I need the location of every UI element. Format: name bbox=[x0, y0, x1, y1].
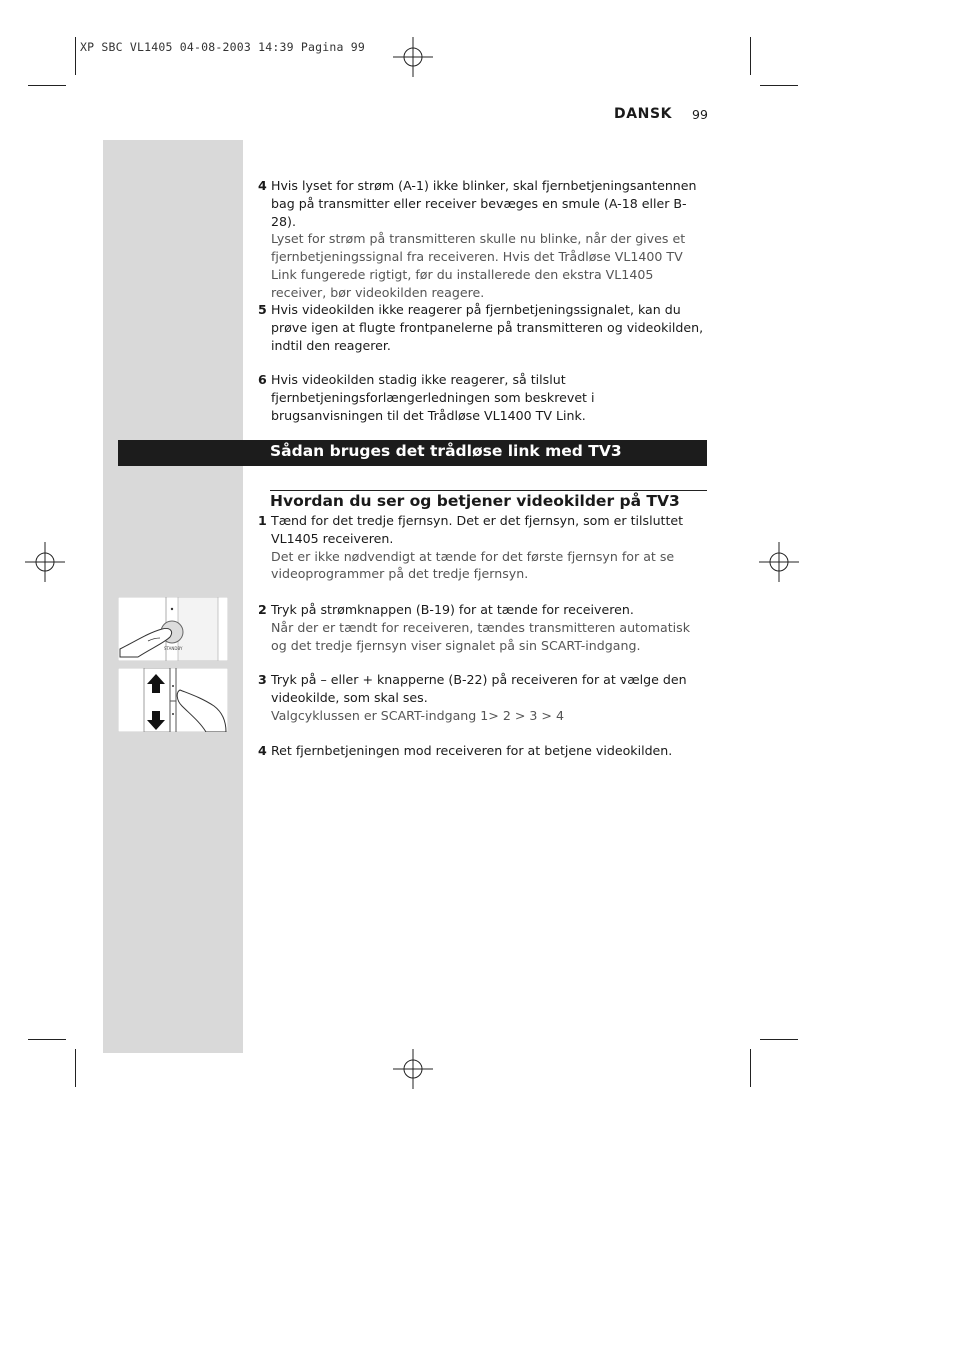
registration-mark-icon bbox=[393, 37, 433, 77]
step-text: Ret fjernbetjeningen mod receiveren for at betjene videokilden. bbox=[271, 743, 673, 758]
crop-mark bbox=[75, 1049, 76, 1087]
page-number: 99 bbox=[692, 107, 708, 122]
step-item bbox=[258, 371, 708, 424]
step-text: Hvis videokilden stadig ikke reagerer, så tilslut fjernbetjeningsforlængerledningen som beskrevet i brugsanvisningen til det Trådløse VL1400 TV Link. bbox=[271, 372, 595, 423]
step-number: 4 bbox=[258, 178, 267, 193]
step-item bbox=[258, 601, 708, 654]
crop-mark bbox=[28, 85, 66, 86]
step-text: Tryk på strømknappen (B-19) for at tænde for receiveren. bbox=[271, 602, 634, 617]
step-text: Tryk på – eller + knapperne (B-22) på receiveren for at vælge den videokilde, som skal ses. bbox=[271, 672, 687, 705]
step-item bbox=[258, 671, 708, 724]
standby-illustration bbox=[118, 597, 228, 661]
step-item bbox=[258, 512, 708, 583]
step-item bbox=[258, 301, 708, 354]
subsection-rule bbox=[270, 490, 707, 491]
step-number: 5 bbox=[258, 302, 267, 317]
step-number: 6 bbox=[258, 372, 267, 387]
step-number: 4 bbox=[258, 743, 267, 758]
step-note: Når der er tændt for receiveren, tændes transmitteren automatisk og det tredje fjernsyn viser signalet på sin SCART-indgang. bbox=[271, 619, 690, 653]
step-item bbox=[258, 742, 708, 760]
language-header: DANSK bbox=[614, 106, 673, 122]
crop-mark bbox=[75, 37, 76, 75]
standby-label: STANDBY bbox=[164, 646, 183, 651]
step-number: 2 bbox=[258, 602, 267, 617]
registration-mark-icon bbox=[393, 1049, 433, 1089]
section-title: Sådan bruges det trådløse link med TV3 bbox=[270, 442, 622, 460]
hand-pressing-button-icon bbox=[118, 597, 228, 661]
crop-mark bbox=[750, 37, 751, 75]
section-banner bbox=[118, 440, 707, 466]
crop-mark bbox=[28, 1039, 66, 1040]
crop-mark bbox=[760, 85, 798, 86]
pointer-triangle bbox=[230, 670, 242, 688]
registration-mark-icon bbox=[759, 542, 799, 582]
channel-buttons-illustration bbox=[118, 668, 228, 732]
step-text: Hvis videokilden ikke reagerer på fjernbetjeningssignalet, kan du prøve igen at flugte frontpanelerne på transmitteren og videokilden, indtil den reagerer. bbox=[271, 302, 704, 353]
step-text: Hvis lyset for strøm (A-1) ikke blinker, skal fjernbetjeningsantennen bag på transmitter eller receiver bevæges en smule (A-18 eller B-28). bbox=[271, 178, 697, 229]
step-number: 1 bbox=[258, 513, 267, 528]
step-note: Lyset for strøm på transmitteren skulle nu blinke, når der gives et fjernbetjeningssignal fra receiveren. Hvis det Trådløse VL1400 TV Link fungerede rigtigt, før du installerede den ekstra VL1405 receiver, bør videokilden reagere. bbox=[271, 231, 686, 300]
crop-mark bbox=[760, 1039, 798, 1040]
step-item bbox=[258, 177, 708, 302]
printer-slug: XP SBC VL1405 04-08-2003 14:39 Pagina 99 bbox=[80, 40, 365, 54]
step-note: Det er ikke nødvendigt at tænde for det første fjernsyn for at se videoprogrammer på det tredje fjernsyn. bbox=[271, 548, 675, 582]
step-number: 3 bbox=[258, 672, 267, 687]
step-note: Valgcyklussen er SCART-indgang 1> 2 > 3 > 4 bbox=[271, 707, 564, 723]
subsection-title: Hvordan du ser og betjener videokilder på TV3 bbox=[270, 492, 680, 510]
step-text: Tænd for det tredje fjernsyn. Det er det fjernsyn, som er tilsluttet VL1405 receiveren. bbox=[271, 513, 684, 546]
registration-mark-icon bbox=[25, 542, 65, 582]
pointer-triangle bbox=[230, 601, 242, 619]
crop-mark bbox=[750, 1049, 751, 1087]
